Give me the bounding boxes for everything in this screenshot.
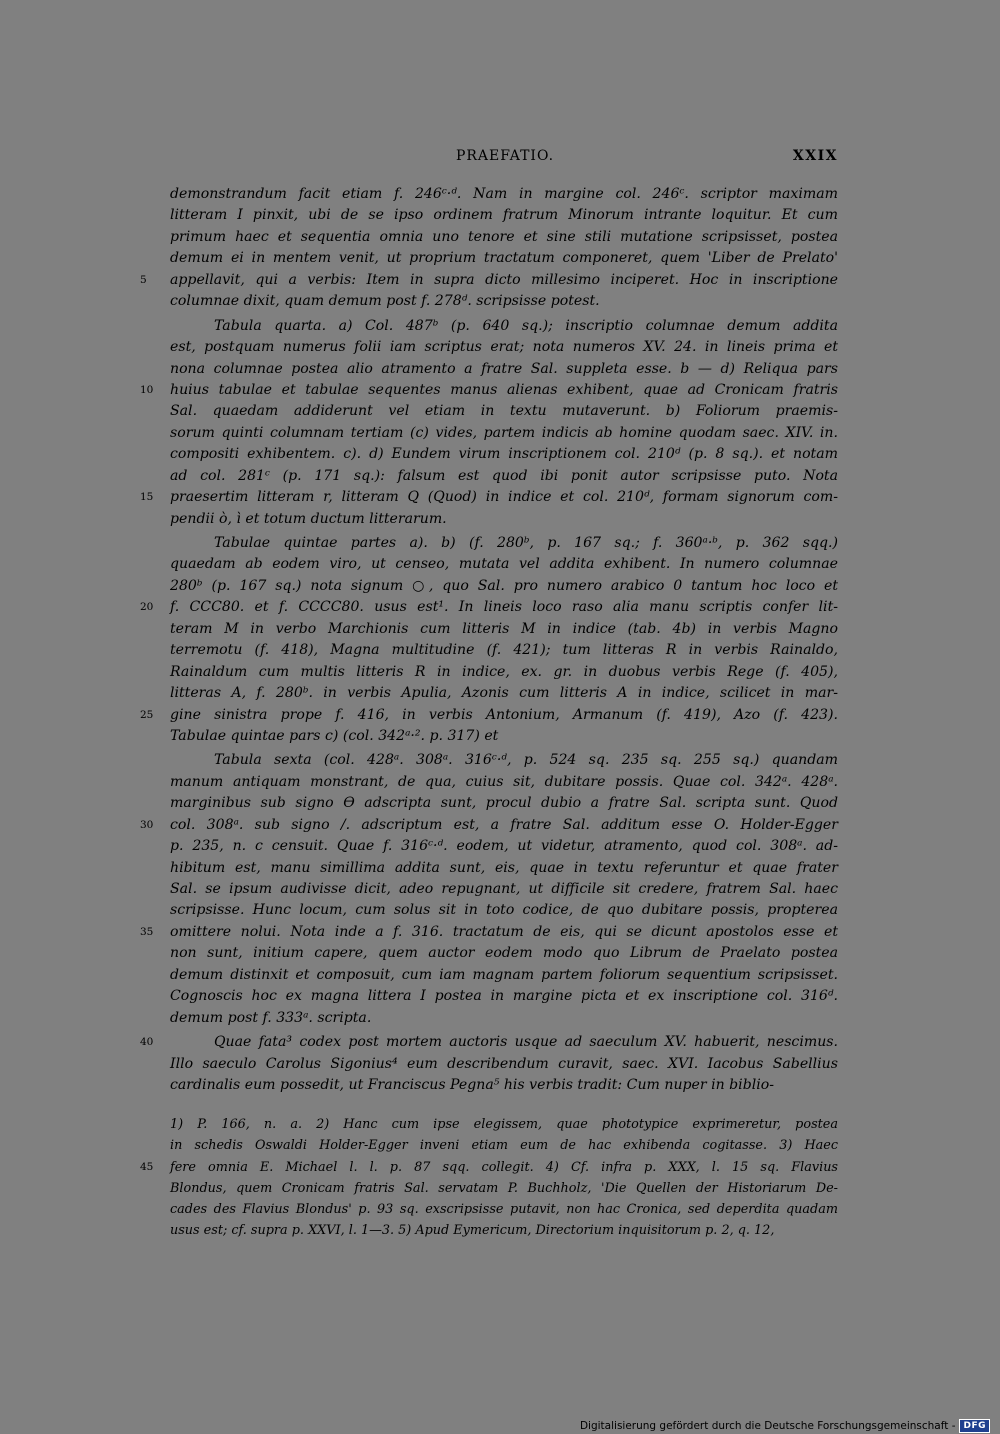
- body-line-text: omittere nolui. Nota inde a f. 316. tractatum de eis, qui se dicunt apostolos esse et: [170, 923, 838, 940]
- body-line-text: Sal. se ipsum audivisse dicit, adeo repugnant, ut difficile sit credere, fratrem Sal. haec: [170, 881, 838, 897]
- body-line-text: huius tabulae et tabulae sequentes manus alienas exhibent, quae ad Cronicam fratris: [170, 381, 838, 398]
- footnote-line-text: usus est; cf. supra p. XXVI, l. 1—3. 5) Apud Eymericum, Directorium inquisitorum p. 2, q. 12,: [170, 1223, 775, 1239]
- footnote-line-text: fere omnia E. Michael l. l. p. 87 sqq. collegit. 4) Cf. infra p. XXX, l. 15 sq. Flavius: [170, 1159, 838, 1175]
- body-line-text: cardinalis eum possedit, ut Franciscus Pegna⁵ his verbis tradit: Cum nuper in biblio-: [170, 1076, 774, 1093]
- body-line: [170, 879, 838, 900]
- body-line: [170, 316, 838, 337]
- body-line-text: demonstrandum facit etiam f. 246ᶜ·ᵈ. Nam in margine col. 246ᶜ. scriptor maximam: [170, 186, 838, 202]
- body-line-text: demum post f. 333ᵃ. scripta.: [170, 1009, 372, 1026]
- body-line-text: demum ei in mentem venit, ut proprium tractatum componeret, quem 'Liber de Prelato': [170, 250, 838, 267]
- body-line-text: Rainaldum cum multis litteris R in indice, ex. gr. in duobus verbis Rege (f. 405),: [170, 663, 838, 680]
- body-line-text: non sunt, initium capere, quem auctor eodem modo quo Librum de Praelato postea: [170, 945, 838, 962]
- body-line: [170, 554, 838, 575]
- body-line-text: Sal. quaedam addiderunt vel etiam in textu mutaverunt. b) Foliorum praemis-: [170, 403, 838, 420]
- body-line-text: Illo saeculo Carolus Sigonius⁴ eum describendum curavit, saec. XVI. Iacobus Sabellius: [170, 1055, 838, 1072]
- body-line: [170, 184, 838, 205]
- body-line: [170, 1008, 838, 1029]
- body-line-text: quaedam ab eodem viro, ut censeo, mutata vel addita exhibent. In numero columnae: [170, 556, 838, 573]
- body-line: [170, 943, 838, 964]
- footnote-line: [170, 1114, 838, 1135]
- footnote-line-text: in schedis Oswaldi Holder-Egger inveni etiam eum de hac exhibenda cogitasse. 3) Haec: [170, 1138, 838, 1154]
- body-line-text: f. CCC80. et f. CCCC80. usus est¹. In lineis loco raso alia manu scriptis confer lit-: [170, 599, 838, 616]
- footnotes: [140, 1114, 838, 1242]
- body-line: [170, 401, 838, 422]
- body-line: [170, 793, 838, 814]
- body-line: [140, 487, 838, 508]
- main-text: [140, 184, 838, 1096]
- body-line: [170, 227, 838, 248]
- body-line: [170, 576, 838, 597]
- footnote-line-text: Blondus, quem Cronicam fratris Sal. servatam P. Buchholz, 'Die Quellen der Historiarum De-: [170, 1180, 838, 1196]
- body-line: [140, 380, 838, 401]
- body-line: [170, 619, 838, 640]
- body-line-text: sorum quinti columnam tertiam (c) vides, partem indicis ab homine quodam saec. XIV. in.: [170, 424, 838, 441]
- body-line: [170, 772, 838, 793]
- line-number: 15: [140, 491, 154, 504]
- line-number: 25: [140, 708, 154, 721]
- body-line: [170, 750, 838, 771]
- body-line-text: demum distinxit et composuit, cum iam magnam partem foliorum sequentium scripsisset.: [170, 966, 838, 983]
- body-line: [140, 597, 838, 618]
- body-line: [170, 423, 838, 444]
- body-line: [170, 836, 838, 857]
- digitization-credit: [580, 1418, 990, 1434]
- body-line-text: litteras A, f. 280ᵇ. in verbis Apulia, Azonis cum litteris A in indice, scilicet in mar-: [170, 685, 838, 702]
- body-line: [170, 986, 838, 1007]
- body-line-text: gine sinistra prope f. 416, in verbis Antonium, Armanum (f. 419), Azo (f. 423).: [170, 706, 838, 723]
- body-line-text: Cognoscis hoc ex magna littera I postea in margine picta et ex inscriptione col. 316ᵈ.: [170, 988, 838, 1005]
- body-line: [170, 509, 838, 530]
- footnote-line: [140, 1157, 838, 1178]
- body-line-text: Quae fata³ codex post mortem auctoris usque ad saeculum XV. habuerit, nescimus.: [214, 1034, 838, 1051]
- body-line-text: Tabula quarta. a) Col. 487ᵇ (p. 640 sq.); inscriptio columnae demum addita: [214, 317, 838, 334]
- body-line: [170, 858, 838, 879]
- body-line-text: terremotu (f. 418), Magna multitudine (f. 421); tum litteras R in verbis Rainaldo,: [170, 642, 838, 659]
- body-line-text: ad col. 281ᶜ (p. 171 sq.): falsum est quod ibi ponit autor scripsisse puto. Nota: [170, 467, 838, 484]
- line-number: 30: [140, 818, 154, 831]
- page-number: XXIX: [792, 148, 838, 164]
- line-number: 10: [140, 383, 154, 396]
- body-line-text: est, postquam numerus folii iam scriptus erat; nota numeros XV. 24. in lineis prima et: [170, 339, 838, 356]
- body-line-text: columnae dixit, quam demum post f. 278ᵈ. scripsisse potest.: [170, 293, 600, 310]
- body-line: [170, 466, 838, 487]
- footnote-line: [170, 1199, 838, 1220]
- body-line: [170, 359, 838, 380]
- body-line: [170, 1075, 838, 1096]
- body-line: [140, 270, 838, 291]
- body-line-text: p. 235, n. c censuit. Quae f. 316ᶜ·ᵈ. eodem, ut videtur, atramento, quod col. 308ᵃ. ad-: [170, 838, 838, 855]
- body-line: [170, 683, 838, 704]
- line-number: 20: [140, 601, 154, 614]
- body-line-text: col. 308ᵃ. sub signo /. adscriptum est, a fratre Sal. additum esse O. Holder-Egger: [170, 816, 838, 833]
- body-line: [140, 1032, 838, 1053]
- body-line-text: Tabula sexta (col. 428ᵃ. 308ᵃ. 316ᶜ·ᵈ, p. 524 sq. 235 sq. 255 sq.) quandam: [214, 752, 838, 769]
- body-line-text: primum haec et sequentia omnia uno tenore et sine stili mutatione scripsisset, postea: [170, 228, 838, 245]
- body-line-text: hibitum est, manu simillima addita sunt, eis, quae in textu referuntur et quae frater: [170, 859, 838, 876]
- body-line: [170, 291, 838, 312]
- body-line: [170, 900, 838, 921]
- body-line-text: praesertim litteram r, litteram Q (Quod) in indice et col. 210ᵈ, formam signorum com-: [170, 489, 838, 506]
- body-line: [170, 1054, 838, 1075]
- body-line: [170, 726, 838, 747]
- body-line-text: scripsisse. Hunc locum, cum solus sit in toto codice, de quo dubitare possis, propterea: [170, 902, 838, 919]
- credit-text: Digitalisierung gefördert durch die Deutsche Forschungsgemeinschaft -: [579, 1420, 956, 1432]
- body-line-text: 280ᵇ (p. 167 sq.) nota signum ○, quo Sal. pro numero arabico 0 tantum hoc loco et: [170, 577, 838, 594]
- footnote-line: [170, 1220, 838, 1241]
- body-line: [170, 248, 838, 269]
- footnote-line: [170, 1178, 838, 1199]
- body-line: [170, 662, 838, 683]
- body-line-text: litteram I pinxit, ubi de se ipso ordinem fratrum Minorum intrante loquitur. Et cum: [170, 207, 838, 224]
- body-line: [140, 815, 838, 836]
- footnote-line-text: 1) P. 166, n. a. 2) Hanc cum ipse elegissem, quae phototypice exprimeretur, postea: [170, 1117, 838, 1132]
- running-title: PRAEFATIO.: [455, 148, 555, 164]
- line-number: 35: [140, 925, 154, 938]
- body-line-text: nona columnae postea alio atramento a fratre Sal. suppleta esse. b — d) Reliqua pars: [170, 360, 838, 377]
- body-line: [140, 705, 838, 726]
- footnote-line-text: cades des Flavius Blondus' p. 93 sq. exscripsisse putavit, non hac Cronica, sed deperdita quadam: [170, 1202, 838, 1218]
- dfg-logo: DFG: [959, 1419, 990, 1433]
- body-line: [170, 444, 838, 465]
- body-line-text: appellavit, qui a verbis: Item in supra dicto millesimo inciperet. Hoc in inscriptione: [170, 271, 838, 288]
- body-line-text: teram M in verbo Marchionis cum litteris M in indice (tab. 4b) in verbis Magno: [170, 620, 838, 637]
- line-number: 45: [140, 1160, 154, 1173]
- line-number: 40: [140, 1036, 154, 1049]
- body-line: [140, 922, 838, 943]
- body-line: [170, 640, 838, 661]
- body-line: [170, 337, 838, 358]
- body-line-text: Tabulae quintae partes a). b) (f. 280ᵇ, p. 167 sq.; f. 360ᵃ·ᵇ, p. 362 sqq.): [214, 535, 838, 551]
- body-line-text: compositi exhibentem. c). d) Eundem virum inscriptionem col. 210ᵈ (p. 8 sq.). et notam: [170, 446, 838, 463]
- body-line: [170, 205, 838, 226]
- body-line-text: manum antiquam monstrant, de qua, cuius sit, dubitare possis. Quae col. 342ᵃ. 428ᵃ.: [170, 773, 838, 790]
- body-line-text: marginibus sub signo ϴ adscripta sunt, procul dubio a fratre Sal. scripta sunt. Quod: [170, 795, 838, 812]
- line-number: 5: [140, 273, 147, 286]
- body-line-text: pendii ò, ì et totum ductum litterarum.: [170, 510, 447, 527]
- body-line: [170, 533, 838, 554]
- footnote-line: [170, 1135, 838, 1156]
- page-header: [170, 148, 840, 168]
- body-line: [170, 965, 838, 986]
- body-line-text: Tabulae quintae pars c) (col. 342ᵃ·². p. 317) et: [170, 727, 499, 744]
